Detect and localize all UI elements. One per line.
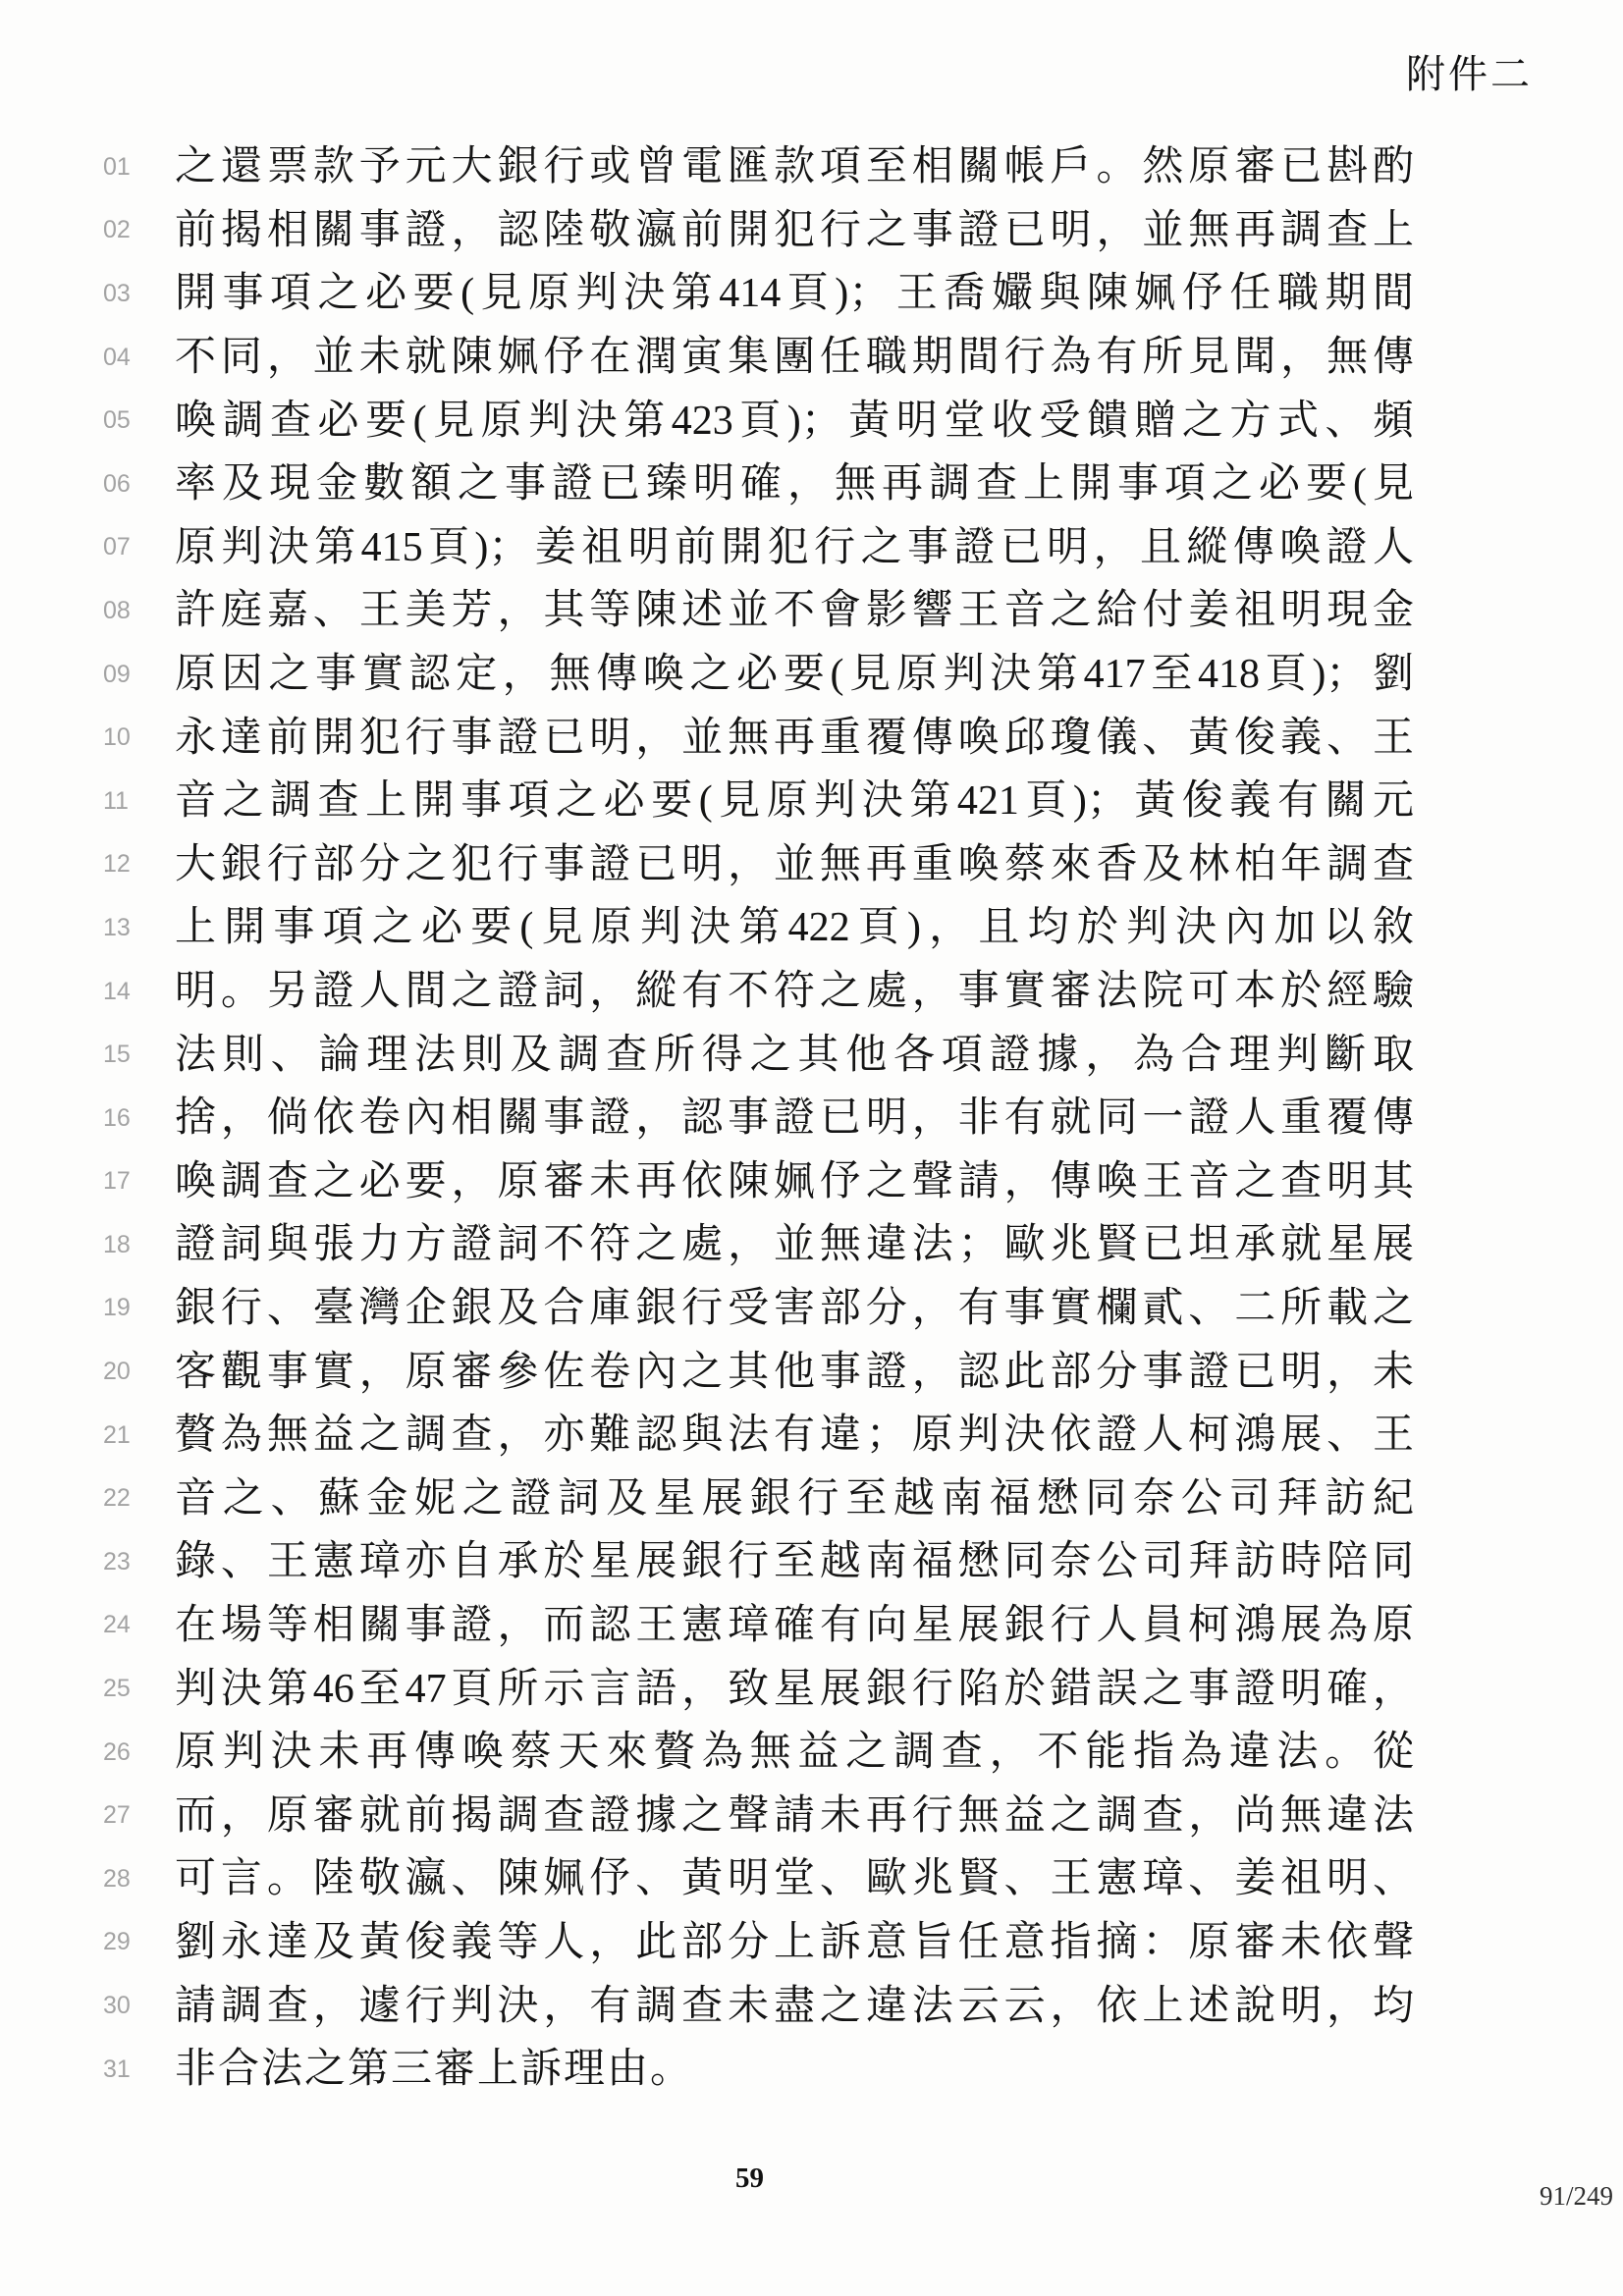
line-text: 上開事項之必要(見原判決第422頁)，且均於判決內加以敘 (175, 905, 1414, 951)
document-line (103, 199, 1414, 263)
document-line (103, 453, 1414, 516)
line-number: 13 (103, 913, 131, 941)
line-number: 20 (103, 1358, 131, 1386)
line-text: 原判決未再傳喚蔡天來贅為無益之調查，不能指為違法。從 (175, 1730, 1414, 1776)
line-number: 03 (103, 279, 131, 307)
document-line (103, 896, 1414, 960)
line-text: 率及現金數額之事證已臻明確，無再調查上開事項之必要(見 (175, 461, 1414, 507)
document-line (103, 770, 1414, 833)
document-line (103, 1087, 1414, 1150)
page-number: 59 (735, 2163, 764, 2194)
document-line (103, 2038, 1414, 2102)
line-text: 法則、論理法則及調查所得之其他各項證據，為合理判斷取 (175, 1032, 1414, 1078)
line-number: 10 (103, 723, 131, 752)
document-line (103, 1594, 1414, 1658)
document-line (103, 389, 1414, 453)
line-text: 音之、蘇金妮之證詞及星展銀行至越南福懋同奈公司拜訪紀 (175, 1475, 1414, 1522)
line-number: 23 (103, 1547, 131, 1575)
line-number: 26 (103, 1737, 131, 1766)
line-text: 喚調查之必要，原審未再依陳姵伃之聲請，傳喚王音之查明其 (175, 1158, 1414, 1204)
document-line (103, 1974, 1414, 2038)
line-number: 16 (103, 1103, 131, 1132)
line-number: 22 (103, 1484, 131, 1513)
line-number: 27 (103, 1801, 131, 1830)
document-line (103, 1721, 1414, 1785)
document-body (103, 135, 1414, 2101)
line-text: 證詞與張力方證詞不符之處，並無違法；歐兆賢已坦承就星展 (175, 1222, 1414, 1268)
line-text: 不同，並未就陳姵伃在潤寅集團任職期間行為有所見聞，無傳 (175, 335, 1414, 381)
line-text: 而，原審就前揭調查證據之聲請未再行無益之調查，尚無違法 (175, 1792, 1414, 1839)
document-line (103, 1530, 1414, 1594)
page-indicator: 91/249 (1539, 2181, 1613, 2211)
line-number: 15 (103, 1041, 131, 1069)
document-line (103, 1404, 1414, 1468)
document-line (103, 1213, 1414, 1277)
line-text: 明。另證人間之證詞，縱有不符之處，事實審法院可本於經驗 (175, 969, 1414, 1015)
line-text: 原判決第415頁)；姜祖明前開犯行之事證已明，且縱傳喚證人 (175, 524, 1414, 570)
line-text: 原因之事實認定，無傳喚之必要(見原判決第417至418頁)；劉 (175, 652, 1414, 698)
document-line (103, 1847, 1414, 1911)
document-line (103, 1911, 1414, 1975)
line-number: 29 (103, 1928, 131, 1956)
document-line (103, 326, 1414, 390)
line-text: 客觀事實，原審參佐卷內之其他事證，認此部分事證已明，未 (175, 1349, 1414, 1395)
document-line (103, 1023, 1414, 1087)
document-line (103, 579, 1414, 643)
line-number: 06 (103, 469, 131, 498)
document-line (103, 706, 1414, 770)
line-number: 14 (103, 977, 131, 1005)
line-number: 12 (103, 850, 131, 879)
line-text: 非合法之第三審上訴理由。 (175, 2047, 694, 2093)
line-number: 21 (103, 1420, 131, 1449)
line-number: 11 (103, 786, 129, 815)
line-text: 捨，倘依卷內相關事證，認事證已明，非有就同一證人重覆傳 (175, 1095, 1414, 1142)
document-line (103, 643, 1414, 707)
line-text: 劉永達及黃俊義等人，此部分上訴意旨任意指摘：原審未依聲 (175, 1919, 1414, 1965)
line-number: 01 (103, 152, 131, 181)
line-number: 02 (103, 216, 131, 244)
line-text: 在場等相關事證，而認王憲璋確有向星展銀行人員柯鴻展為原 (175, 1602, 1414, 1648)
document-line (103, 1277, 1414, 1341)
document-line (103, 833, 1414, 897)
document-line (103, 1150, 1414, 1214)
document-line (103, 1340, 1414, 1404)
document-line (103, 960, 1414, 1024)
document-line (103, 1657, 1414, 1721)
line-number: 08 (103, 596, 131, 624)
line-number: 17 (103, 1167, 131, 1196)
line-number: 31 (103, 2055, 131, 2083)
line-text: 可言。陸敬瀛、陳姵伃、黃明堂、歐兆賢、王憲璋、姜祖明、 (175, 1856, 1414, 1902)
line-text: 大銀行部分之犯行事證已明，並無再重喚蔡來香及林柏年調查 (175, 841, 1414, 887)
line-number: 30 (103, 1992, 131, 2020)
line-text: 許庭嘉、王美芳，其等陳述並不會影響王音之給付姜祖明現金 (175, 588, 1414, 634)
line-text: 喚調查必要(見原判決第423頁)；黃明堂收受饋贈之方式、頻 (175, 398, 1414, 444)
line-text: 之還票款予元大銀行或曾電匯款項至相關帳戶。然原審已斟酌 (175, 144, 1414, 190)
line-text: 音之調查上開事項之必要(見原判決第421頁)；黃俊義有關元 (175, 778, 1414, 825)
line-number: 07 (103, 533, 131, 561)
line-number: 28 (103, 1864, 131, 1893)
document-line (103, 1467, 1414, 1530)
line-text: 判決第46至47頁所示言語，致星展銀行陷於錯誤之事證明確， (175, 1666, 1414, 1712)
line-number: 25 (103, 1675, 131, 1703)
line-number: 24 (103, 1611, 131, 1639)
line-number: 05 (103, 406, 131, 435)
line-number: 18 (103, 1230, 131, 1258)
document-line (103, 1784, 1414, 1847)
attachment-label: 附件二 (1406, 52, 1533, 96)
line-text: 銀行、臺灣企銀及合庫銀行受害部分，有事實欄貳、二所載之 (175, 1285, 1414, 1331)
line-text: 開事項之必要(見原判決第414頁)；王喬孍與陳姵伃任職期間 (175, 271, 1414, 317)
line-text: 贅為無益之調查，亦難認與法有違；原判決依證人柯鴻展、王 (175, 1413, 1414, 1459)
line-number: 04 (103, 343, 131, 371)
line-text: 前揭相關事證，認陸敬瀛前開犯行之事證已明，並無再調查上 (175, 207, 1414, 253)
line-text: 永達前開犯行事證已明，並無再重覆傳喚邱瓊儀、黃俊義、王 (175, 715, 1414, 761)
document-line (103, 135, 1414, 199)
line-text: 請調查，遽行判決，有調查未盡之違法云云，依上述說明，均 (175, 1983, 1414, 2029)
line-number: 09 (103, 660, 131, 688)
line-number: 19 (103, 1294, 131, 1322)
document-line (103, 262, 1414, 326)
document-line (103, 516, 1414, 580)
line-text: 錄、王憲璋亦自承於星展銀行至越南福懋同奈公司拜訪時陪同 (175, 1539, 1414, 1585)
